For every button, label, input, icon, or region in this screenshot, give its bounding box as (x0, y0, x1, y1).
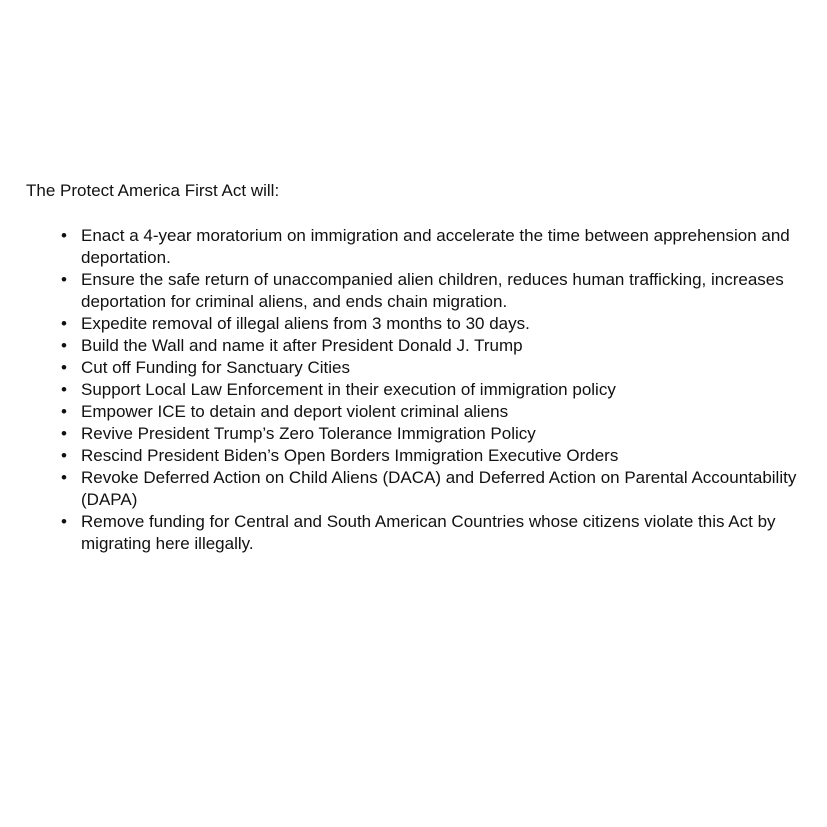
bullet-icon: • (61, 424, 67, 443)
bullet-icon: • (61, 446, 67, 465)
list-item-text: Revoke Deferred Action on Child Aliens (DACA) and Deferred Action on Parental Accountability (DAPA) (81, 468, 797, 509)
bullet-icon: • (61, 402, 67, 421)
list-item (26, 357, 806, 379)
bullet-icon: • (61, 512, 67, 531)
list-item (26, 313, 806, 335)
list-item (26, 335, 806, 357)
document-body (26, 180, 806, 555)
bullet-icon: • (61, 226, 67, 245)
list-item (26, 467, 806, 511)
list-item (26, 423, 806, 445)
bullet-icon: • (61, 314, 67, 333)
list-item (26, 511, 806, 555)
bullet-icon: • (61, 468, 67, 487)
list-item-text: Revive President Trump’s Zero Tolerance Immigration Policy (81, 424, 536, 443)
list-item-text: Cut off Funding for Sanctuary Cities (81, 358, 350, 377)
list-item (26, 269, 806, 313)
list-item (26, 445, 806, 467)
list-item (26, 401, 806, 423)
list-item-text: Ensure the safe return of unaccompanied alien children, reduces human trafficking, increases deportation for criminal aliens, and ends chain migration. (81, 270, 784, 311)
list-item-text: Expedite removal of illegal aliens from 3 months to 30 days. (81, 314, 530, 333)
bullet-icon: • (61, 270, 67, 289)
list-item (26, 379, 806, 401)
list-item-text: Rescind President Biden’s Open Borders Immigration Executive Orders (81, 446, 619, 465)
list-item-text: Build the Wall and name it after President Donald J. Trump (81, 336, 523, 355)
bullet-icon: • (61, 336, 67, 355)
list-item-text: Empower ICE to detain and deport violent criminal aliens (81, 402, 509, 421)
list-item (26, 225, 806, 269)
list-item-text: Support Local Law Enforcement in their execution of immigration policy (81, 380, 616, 399)
bullet-icon: • (61, 380, 67, 399)
bullet-list (26, 225, 806, 555)
list-item-text: Remove funding for Central and South American Countries whose citizens violate this Act by migrating here illegally. (81, 512, 776, 553)
bullet-icon: • (61, 358, 67, 377)
list-item-text: Enact a 4-year moratorium on immigration and accelerate the time between apprehension and deportation. (81, 226, 790, 267)
intro-text: The Protect America First Act will: (26, 181, 280, 200)
